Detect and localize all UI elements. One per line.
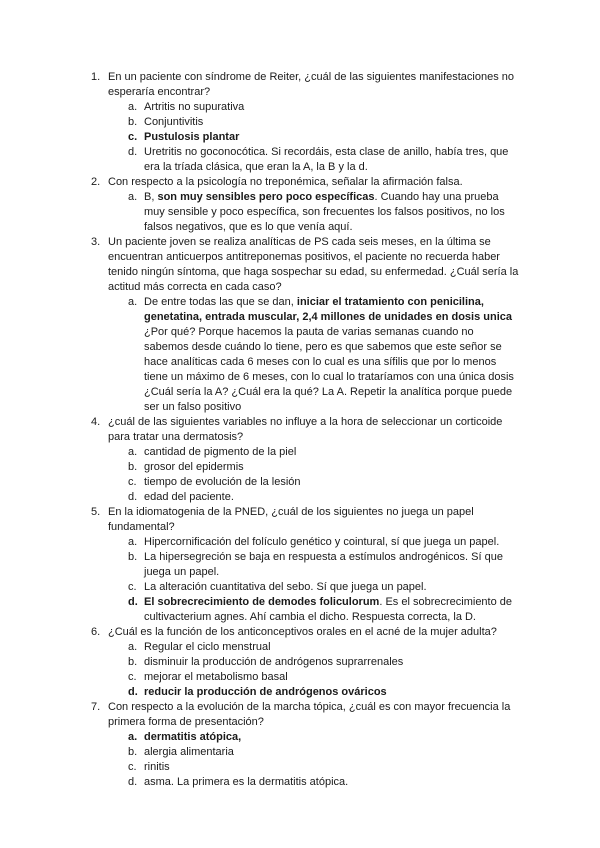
answer-letter: d.: [128, 776, 138, 788]
question-text: Con respecto a la psicología no treponémica, señalar la afirmación falsa.: [108, 176, 463, 188]
question-5: [0, 505, 600, 625]
answer-letter: d.: [128, 491, 138, 503]
answer-text: . Cuando hay una prueba muy sensible y poco específica, son frecuentes los falsos positivos, no los falsos negativos, que es lo que venía aquí.: [144, 191, 505, 233]
answer-letter: a.: [128, 446, 138, 458]
answer-letter: a.: [128, 101, 138, 113]
answer-letter: d.: [128, 146, 138, 158]
question-7: [0, 700, 600, 790]
answer-option: [108, 670, 520, 685]
answer-text: asma. La primera es la dermatitis atópica.: [144, 776, 349, 788]
answer-letter: c.: [128, 671, 137, 683]
answer-text: La alteración cuantitativa del sebo. Sí que juega un papel.: [144, 581, 427, 593]
answer-list: [108, 100, 520, 175]
answer-text: rinitis: [144, 761, 170, 773]
question-1: [0, 70, 600, 175]
answer-option: [108, 580, 520, 595]
answer-option: [108, 745, 520, 760]
answer-letter: a.: [128, 191, 138, 203]
answer-text: mejorar el metabolismo basal: [144, 671, 288, 683]
answer-letter: d.: [128, 686, 138, 698]
answer-letter: b.: [128, 746, 138, 758]
answer-text: alergia alimentaria: [144, 746, 234, 758]
answer-highlight: reducir la producción de andrógenos ováricos: [144, 686, 387, 698]
answer-highlight: dermatitis atópica,: [144, 731, 242, 743]
answer-option: [108, 295, 520, 415]
answer-option: [108, 535, 520, 550]
answer-list: [108, 190, 520, 235]
answer-option: [108, 490, 520, 505]
question-text: ¿Cuál es la función de los anticonceptivos orales en el acné de la mujer adulta?: [108, 626, 497, 638]
answer-option: [108, 595, 520, 625]
answer-letter: a.: [128, 536, 138, 548]
answer-text: tiempo de evolución de la lesión: [144, 476, 301, 488]
question-number: 1.: [91, 71, 101, 83]
answer-option: [108, 445, 520, 460]
question-list: [0, 70, 600, 790]
answer-text: Artritis no supurativa: [144, 101, 245, 113]
answer-text: . Es el sobrecrecimiento de cultivacterium agnes. Ahí cambia el dicho. Respuesta correcta, la D.: [144, 596, 513, 623]
question-number: 3.: [91, 236, 101, 248]
answer-option: [108, 475, 520, 490]
answer-text: cantidad de pigmento de la piel: [144, 446, 297, 458]
answer-option: [108, 115, 520, 130]
question-6: [0, 625, 600, 700]
question-3: [0, 235, 600, 415]
answer-letter: c.: [128, 131, 138, 143]
answer-letter: c.: [128, 476, 137, 488]
question-text: Con respecto a la evolución de la marcha tópica, ¿cuál es con mayor frecuencia la primera forma de presentación?: [108, 701, 511, 728]
answer-text: Hipercornificación del folículo genético y cointural, sí que juega un papel.: [144, 536, 500, 548]
question-text: Un paciente joven se realiza analíticas de PS cada seis meses, en la última se encuentran anticuerpos antitreponemas positivos, el paciente no recuerda haber tenido ningún síntoma, que haga sospechar su edad, su enfermedad. ¿Cuál sería la actitud más correcta en cada caso?: [108, 236, 519, 293]
answer-option: [108, 145, 520, 175]
answer-text: De entre todas las que se dan,: [144, 296, 297, 308]
question-4: [0, 415, 600, 505]
answer-text: La hipersegreción se baja en respuesta a estímulos androgénicos. Sí que juega un papel.: [144, 551, 503, 578]
answer-text: Uretritis no goconocótica. Si recordáis, esta clase de anillo, había tres, que era la tríada clásica, que eran la A, la B y la d.: [144, 146, 509, 173]
answer-list: [108, 445, 520, 505]
answer-text: Regular el ciclo menstrual: [144, 641, 271, 653]
answer-letter: a.: [128, 641, 138, 653]
question-number: 7.: [91, 701, 101, 713]
answer-list: [108, 640, 520, 700]
answer-option: [108, 760, 520, 775]
answer-option: [108, 730, 520, 745]
answer-highlight: son muy sensibles pero poco específicas: [157, 191, 375, 203]
answer-letter: b.: [128, 656, 138, 668]
answer-list: [108, 295, 520, 415]
answer-letter: c.: [128, 761, 137, 773]
answer-text: ¿Por qué? Porque hacemos la pauta de varias semanas cuando no sabemos desde cuándo lo tiene, pero es que sabemos que este señor se hace analíticas cada 6 meses con lo cual es una sífilis que por lo menos tiene un máximo de 6 meses, con lo cual lo trataríamos con una única dosis ¿Cuál sería la A? ¿Cuál era la qué? La A. Repetir la analítica porque puede ser un falso positivo: [144, 326, 514, 413]
answer-highlight: iniciar el tratamiento con penicilina, genetatina, entrada muscular, 2,4 millones de unidades en dosis unica: [144, 296, 513, 323]
question-number: 5.: [91, 506, 101, 518]
question-number: 2.: [91, 176, 101, 188]
answer-text: B,: [144, 191, 158, 203]
answer-list: [108, 730, 520, 790]
answer-letter: c.: [128, 581, 137, 593]
question-2: [0, 175, 600, 235]
question-number: 4.: [91, 416, 101, 428]
answer-highlight: Pustulosis plantar: [144, 131, 240, 143]
question-number: 6.: [91, 626, 101, 638]
answer-text: edad del paciente.: [144, 491, 234, 503]
answer-option: [108, 190, 520, 235]
question-text: En la idiomatogenia de la PNED, ¿cuál de los siguientes no juega un papel fundamental?: [108, 506, 474, 533]
answer-text: Conjuntivitis: [144, 116, 204, 128]
answer-list: [108, 535, 520, 625]
question-text: ¿cuál de las siguientes variables no influye a la hora de seleccionar un corticoide para tratar una dermatosis?: [108, 416, 503, 443]
answer-text: grosor del epidermis: [144, 461, 244, 473]
answer-option: [108, 655, 520, 670]
answer-letter: b.: [128, 116, 138, 128]
answer-letter: b.: [128, 461, 138, 473]
answer-option: [108, 100, 520, 115]
answer-option: [108, 640, 520, 655]
answer-letter: a.: [128, 731, 138, 743]
answer-letter: b.: [128, 551, 138, 563]
answer-option: [108, 130, 520, 145]
answer-option: [108, 685, 520, 700]
question-text: En un paciente con síndrome de Reiter, ¿cuál de las siguientes manifestaciones no esperaría encontrar?: [108, 71, 515, 98]
answer-text: disminuir la producción de andrógenos suprarrenales: [144, 656, 404, 668]
answer-option: [108, 775, 520, 790]
answer-option: [108, 460, 520, 475]
answer-highlight: El sobrecrecimiento de demodes foliculorum: [144, 596, 380, 608]
answer-option: [108, 550, 520, 580]
answer-letter: a.: [128, 296, 138, 308]
answer-letter: d.: [128, 596, 138, 608]
